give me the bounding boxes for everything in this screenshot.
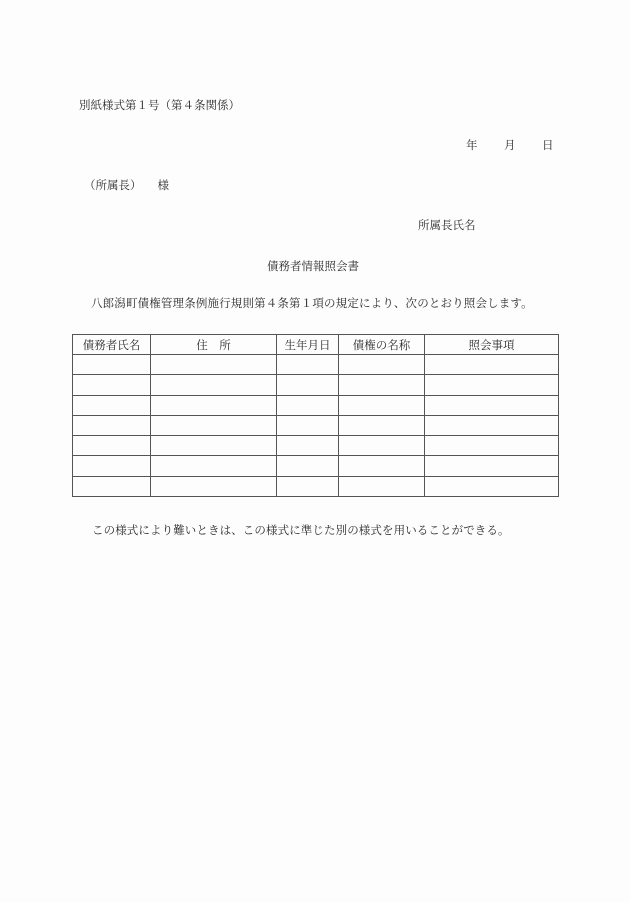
cell-debtor-name [73,415,151,435]
cell-address [151,395,277,415]
cell-inquiry-items [425,456,559,476]
table-row [73,476,559,496]
header-debtor-name: 債務者氏名 [73,335,151,355]
document-title: 債務者情報照会書 [267,259,359,273]
header-inquiry-items: 照会事項 [425,335,559,355]
cell-claim-name [339,476,425,496]
form-number: 別紙様式第１号（第４条関係） [79,98,240,112]
cell-claim-name [339,436,425,456]
addressee-name: （所属長） [84,178,142,192]
date-month-label: 月 [504,138,516,152]
date-year-label: 年 [466,138,478,152]
cell-inquiry-items [425,415,559,435]
intro-paragraph: 八郎潟町債権管理条例施行規則第４条第１項の規定により、次のとおり照会します。 [91,296,533,310]
table-header-row [73,335,559,355]
cell-claim-name [339,375,425,395]
footnote: この様式により難いときは、この様式に準じた別の様式を用いることができる。 [92,523,510,537]
cell-address [151,476,277,496]
addressee [84,178,169,192]
cell-inquiry-items [425,476,559,496]
cell-claim-name [339,456,425,476]
cell-inquiry-items [425,436,559,456]
cell-address [151,415,277,435]
cell-debtor-name [73,375,151,395]
cell-birth-date [277,476,339,496]
cell-inquiry-items [425,355,559,375]
cell-debtor-name [73,476,151,496]
cell-address [151,436,277,456]
inquiry-table [72,334,559,497]
cell-address [151,375,277,395]
cell-birth-date [277,436,339,456]
cell-birth-date [277,415,339,435]
cell-birth-date [277,395,339,415]
addressee-honorific: 様 [157,178,169,192]
header-birth-date: 生年月日 [277,335,339,355]
cell-address [151,456,277,476]
date-day-label: 日 [542,138,554,152]
table-row [73,456,559,476]
table-row [73,436,559,456]
cell-debtor-name [73,436,151,456]
cell-claim-name [339,395,425,415]
cell-address [151,355,277,375]
cell-birth-date [277,355,339,375]
table-row [73,355,559,375]
table-row [73,395,559,415]
cell-birth-date [277,375,339,395]
table-row [73,375,559,395]
cell-debtor-name [73,395,151,415]
cell-debtor-name [73,456,151,476]
cell-claim-name [339,355,425,375]
table-row [73,415,559,435]
header-claim-name: 債権の名称 [339,335,425,355]
cell-inquiry-items [425,395,559,415]
cell-inquiry-items [425,375,559,395]
header-address: 住 所 [151,335,277,355]
sender-label: 所属長氏名 [418,218,476,232]
cell-claim-name [339,415,425,435]
cell-birth-date [277,456,339,476]
cell-debtor-name [73,355,151,375]
